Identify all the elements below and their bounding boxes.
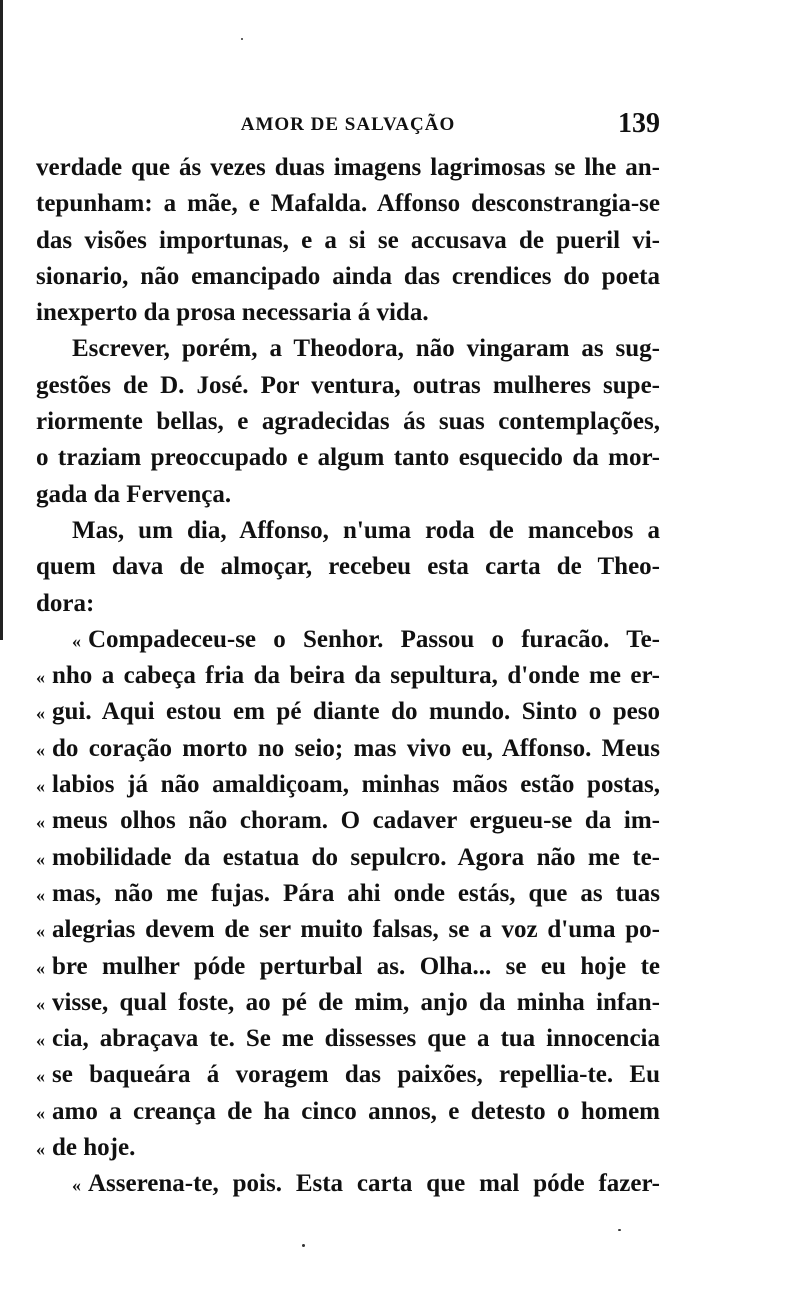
quote-text: se baqueára á voragem das paixões, repellia-te. Eu — [52, 1061, 660, 1089]
text-line: gada da Fervença. — [36, 480, 232, 508]
page-header — [36, 108, 660, 144]
quote-mark: « — [36, 848, 45, 869]
print-speck — [302, 1244, 305, 1247]
text-line: gestões de D. José. Por ventura, outras mulheres supe- — [36, 371, 660, 399]
text-line: verdade que ás vezes duas imagens lagrimosas se lhe an- — [36, 154, 660, 181]
quote-text: amo a creança de ha cinco annos, e detesto o homem — [52, 1097, 660, 1125]
quote-text: gui. Aqui estou em pé diante do mundo. Sinto o peso — [52, 698, 660, 726]
quote-mark: « — [36, 957, 45, 978]
print-speck — [241, 38, 243, 40]
quote-mark: « — [36, 1030, 45, 1051]
quote-text: Compadeceu-se o Senhor. Passou o furacão. Te- — [88, 625, 660, 653]
page-edge — [0, 0, 3, 640]
quote-mark: « — [36, 703, 45, 724]
quote-line — [36, 1094, 660, 1130]
quote-line — [36, 731, 660, 767]
quote-text: labios já não amaldiçoam, minhas mãos estão postas, — [52, 771, 660, 799]
quote-line — [36, 985, 660, 1021]
quote-text: visse, qual foste, ao pé de mim, anjo da minha infan- — [52, 988, 660, 1016]
text-line: inexperto da prosa necessaria á vida. — [36, 299, 429, 327]
quote-line — [36, 949, 660, 985]
paragraph-start-line: Mas, um dia, Affonso, n'uma roda de mancebos a — [72, 516, 660, 544]
quote-line — [36, 767, 660, 803]
running-title: AMOR DE SALVAÇÃO — [240, 114, 456, 135]
quote-mark: « — [36, 812, 45, 833]
quote-mark: « — [36, 667, 45, 688]
quote-line — [36, 876, 660, 912]
print-speck — [618, 1229, 621, 1231]
quote-mark: « — [36, 921, 45, 942]
quote-line — [36, 1021, 660, 1057]
quote-line — [36, 694, 660, 730]
quote-mark: « — [72, 1175, 81, 1196]
quote-text: mas, não me fujas. Pára ahi onde estás, que as tuas — [52, 879, 660, 907]
quote-text: alegrias devem de ser muito falsas, se a voz d'uma po- — [52, 916, 660, 944]
text-line: sionario, não emancipado ainda das crendices do poeta — [36, 262, 660, 290]
text-line: riormente bellas, e agradecidas ás suas contemplações, — [36, 408, 660, 436]
body-text — [36, 150, 660, 1203]
page-number: 139 — [618, 108, 660, 139]
quote-start-line — [36, 622, 660, 658]
quote-mark: « — [36, 1066, 45, 1087]
quote-text: do coração morto no seio; mas vivo eu, Affonso. Meus — [52, 734, 660, 762]
text-line: dora: — [36, 589, 95, 617]
quote-line — [36, 1057, 660, 1093]
quote-text: cia, abraçava te. Se me dissesses que a tua innocencia — [52, 1025, 660, 1053]
quote-mark: « — [36, 776, 45, 797]
quote-line — [36, 840, 660, 876]
text-line: o traziam preoccupado e algum tanto esquecido da mor- — [36, 444, 660, 472]
quote-text: de hoje. — [52, 1134, 136, 1162]
quote-line — [36, 912, 660, 948]
quote-mark: « — [36, 1139, 45, 1160]
quote-text: meus olhos não choram. O cadaver ergueu-se da im- — [52, 807, 660, 835]
quote-text: bre mulher póde perturbal as. Olha... se eu hoje te — [52, 952, 660, 980]
text-line: tepunham: a mãe, e Mafalda. Affonso desconstrangia-se — [36, 190, 660, 218]
quote-text: mobilidade da estatua do sepulcro. Agora não me te- — [52, 843, 660, 871]
quote-line — [36, 658, 660, 694]
text-line: das visões importunas, e a si se accusava de pueril vi- — [36, 226, 660, 254]
paragraph-start-line: Escrever, porém, a Theodora, não vingaram as sug- — [72, 335, 660, 363]
text-line: quem dava de almoçar, recebeu esta carta de Theo- — [36, 553, 660, 581]
quote-text: nho a cabeça fria da beira da sepultura, d'onde me er- — [52, 662, 660, 690]
quote-line — [36, 1130, 660, 1166]
quote-text: Asserena-te, pois. Esta carta que mal póde fazer- — [88, 1170, 660, 1198]
quote-mark: « — [36, 993, 45, 1014]
quote-mark: « — [36, 1102, 45, 1123]
quote-mark: « — [72, 630, 81, 651]
quote-mark: « — [36, 884, 45, 905]
quote-line — [36, 803, 660, 839]
quote-mark: « — [36, 739, 45, 760]
quote-start-line — [36, 1166, 660, 1202]
